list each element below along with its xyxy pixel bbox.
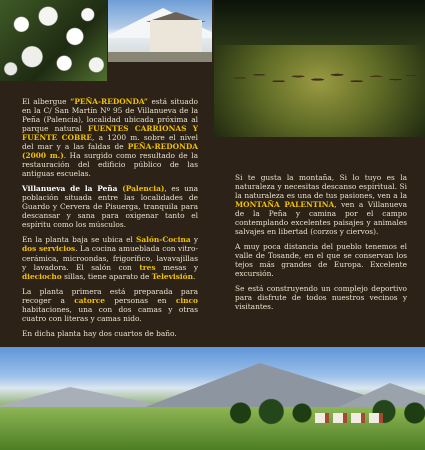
province-name: (Palencia)	[117, 184, 165, 194]
text: . La cocina amueblada con vitro-cerámica, microondas, frigorífico, lavavajillas y lavadora. El salón con	[22, 244, 198, 272]
text: y	[190, 235, 198, 245]
chairs-count: dieciocho	[22, 271, 62, 281]
tosande-paragraph: A muy poca distancia del pueblo tenemos el valle de Tosande, en el que se conservan los tejos más grandes de Europa. Excelente excursión.	[235, 242, 407, 279]
rooms-count: cinco	[175, 295, 198, 305]
peak-name: PEÑA-REDONDA (2000 m.)	[22, 142, 198, 161]
text: Si te gusta la montaña, Si lo tuyo es la naturaleza y necesitas descanso espiritual. Si la naturaleza es una de tus pasiones, ven a la	[235, 173, 407, 201]
text: , es una población situada entre las localidades de Guardo y Cervera de Pisuerga, tranquila para descansar y sana para oxigenar tanto el espíritu como los músculos.	[22, 184, 198, 230]
house-building	[150, 20, 202, 54]
sports-paragraph: Se está construyendo un complejo deportivo para disfrute de todos nuestros vecinos y visitantes.	[235, 284, 407, 312]
mountain-paragraph	[235, 173, 407, 236]
first-floor-paragraph	[22, 287, 198, 323]
tables-count: tres	[139, 262, 156, 272]
salon-label: Salón-Cocina	[136, 235, 191, 245]
text: está situado en la C/ San Martín Nº 95 de Villanueva de la Peña (Palencia), localidad ubicada próxima al parque natural	[22, 97, 199, 134]
albergue-name: “PEÑA-REDONDA”	[70, 97, 148, 106]
text: El albergue	[22, 97, 71, 106]
ground-floor-paragraph	[22, 235, 198, 280]
village-name: Villanueva de la Peña	[22, 184, 118, 194]
village-paragraph	[22, 184, 198, 229]
text: En la planta baja se ubica el	[22, 235, 137, 245]
text: La planta primera está preparada para recoger a	[22, 286, 198, 305]
park-name: FUENTES CARRIONAS Y FUENTE COBRE	[22, 124, 198, 143]
services-label: dos servicios	[22, 244, 76, 254]
house-photo	[108, 0, 212, 62]
left-column	[22, 97, 198, 344]
montana-palentina: MONTAÑA PALENTINA	[235, 200, 335, 210]
tv-label: Televisión	[151, 271, 193, 281]
text: habitaciones, una con dos camas y otras cuatro con literas y camas nido.	[22, 304, 198, 323]
text: mesas y	[155, 262, 199, 272]
deer-herd	[224, 62, 419, 94]
right-column	[235, 173, 407, 317]
house-ground	[108, 52, 212, 62]
village-houses	[315, 413, 385, 423]
deer-herd-photo	[214, 0, 425, 137]
text: sillas, tiene aparato de	[61, 271, 152, 281]
text: personas en	[104, 295, 176, 305]
flowers-photo	[0, 0, 107, 81]
intro-paragraph	[22, 97, 198, 178]
forest-edge	[214, 0, 425, 45]
capacity-count: catorce	[74, 295, 105, 305]
text: . Ha surgido como resultado de la restauración del edificio público de las antiguas escuelas.	[22, 151, 198, 179]
bathrooms-paragraph: En dicha planta hay dos cuartos de baño.	[22, 328, 177, 338]
text: , ven a Villanueva de la Peña y camina por el campo contemplando excelentes paisajes y animales salvajes en libertad (corzos y ciervos).	[235, 200, 407, 237]
mountain-landscape-photo	[0, 347, 425, 450]
text: , a 1200 m. sobre el nivel del mar y a las faldas de	[22, 133, 198, 152]
text: .	[193, 271, 196, 281]
